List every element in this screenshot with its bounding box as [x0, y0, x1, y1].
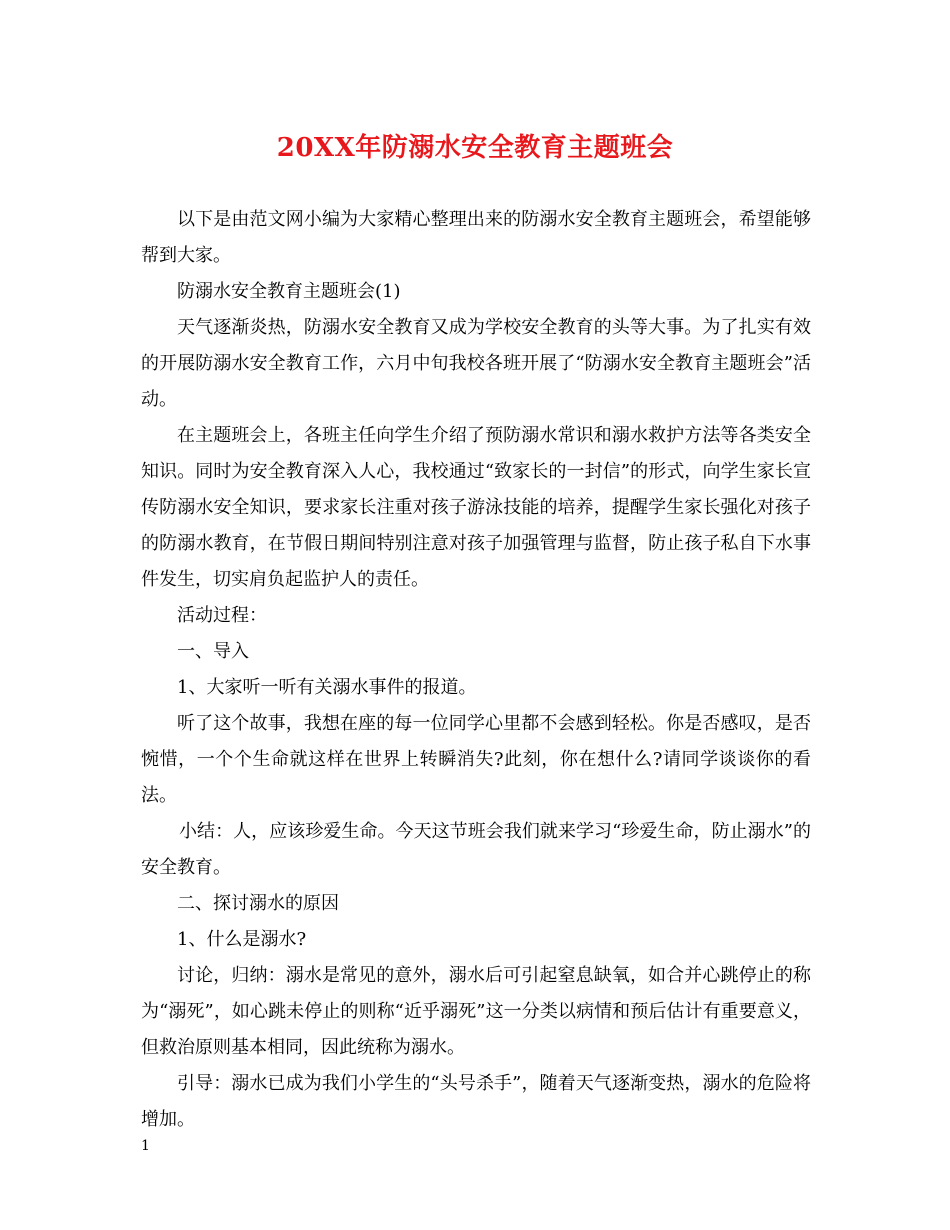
paragraph-meeting-content: 在主题班会上，各班主任向学生介绍了预防溺水常识和溺水救护方法等各类安全知识。同时为安全教育深入人心，我校通过“致家长的一封信”的形式，向学生家长宣传防溺水安全知识，要求家长注重对孩子游泳技能的培养，提醒学生家长强化对孩子的防溺水教育，在节假日期间特别注意对孩子加强管理与监督，防止孩子私自下水事件发生，切实肩负起监护人的责任。 — [141, 425, 811, 590]
document-body — [141, 202, 811, 1138]
paragraph-part-two-heading: 二、探讨溺水的原因 — [177, 893, 339, 914]
paragraph-question: 1、什么是溺水? — [177, 929, 307, 950]
paragraph-part-one-heading: 一、导入 — [177, 641, 249, 662]
paragraph-background: 天气逐渐炎热，防溺水安全教育又成为学校安全教育的头等大事。为了扎实有效的开展防溺水安全教育工作，六月中旬我校各班开展了“防溺水安全教育主题班会”活动。 — [141, 317, 811, 410]
paragraph-summary: 小结：人，应该珍爱生命。今天这节班会我们就来学习“珍爱生命，防止溺水”的安全教育。 — [141, 821, 811, 878]
paragraph-story-reflection: 听了这个故事，我想在座的每一位同学心里都不会感到轻松。你是否感叹，是否惋惜，一个个生命就这样在世界上转瞬消失?此刻，你在想什么?请同学谈谈你的看法。 — [141, 713, 811, 806]
document-title: 20XX年防溺水安全教育主题班会 — [276, 133, 674, 163]
paragraph-intro: 以下是由范文网小编为大家精心整理出来的防溺水安全教育主题班会，希望能够帮到大家。 — [141, 209, 811, 266]
paragraph-discussion: 讨论，归纳：溺水是常见的意外，溺水后可引起窒息缺氧，如合并心跳停止的称为“溺死”，如心跳未停止的则称“近乎溺死”这一分类以病情和预后估计有重要意义，但救治原则基本相同，因此统称为溺水。 — [141, 965, 811, 1058]
paragraph-item-one: 1、大家听一听有关溺水事件的报道。 — [177, 677, 477, 698]
paragraph-guidance: 引导：溺水已成为我们小学生的“头号杀手”，随着天气逐渐变热，溺水的危险将增加。 — [141, 1073, 811, 1130]
page-number: 1 — [141, 1138, 150, 1154]
paragraph-activity-process: 活动过程： — [177, 605, 267, 626]
paragraph-section-heading: 防溺水安全教育主题班会(1) — [177, 281, 401, 302]
